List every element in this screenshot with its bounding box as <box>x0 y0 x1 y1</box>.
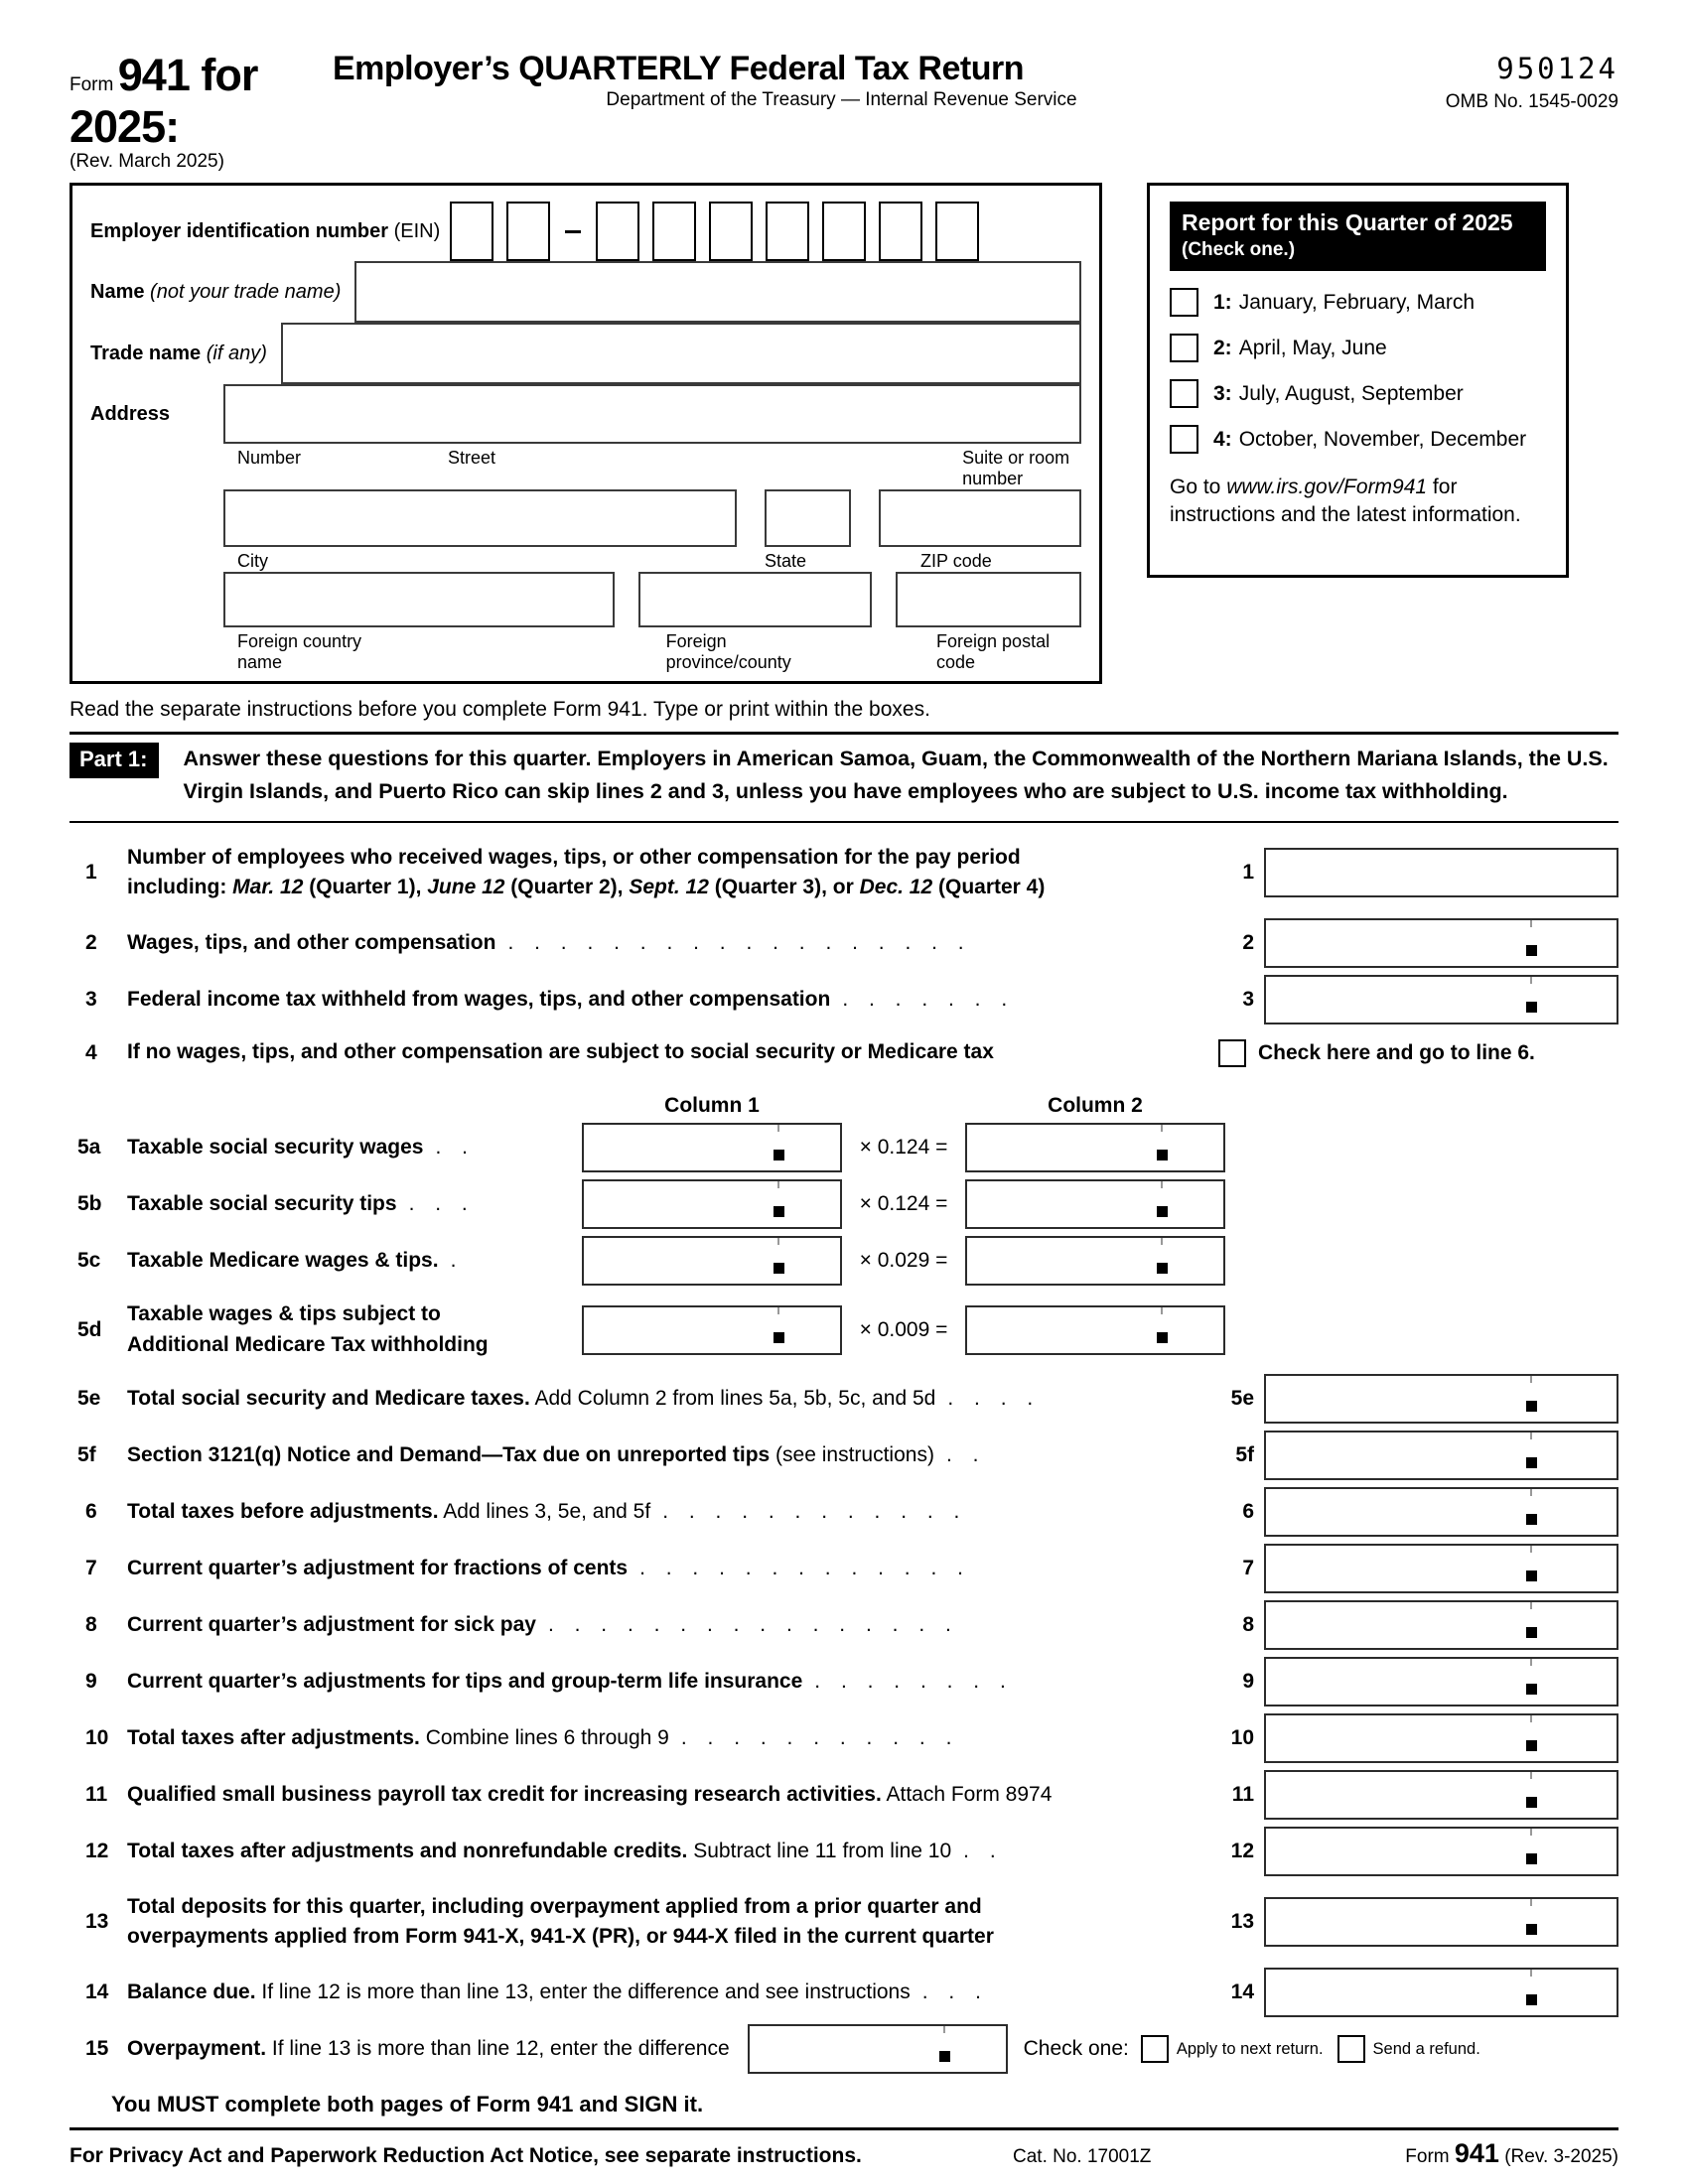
line-5e-box-number: 5e <box>1230 1387 1254 1411</box>
line-5c-multiplier: × 0.029 = <box>859 1249 948 1273</box>
ein-digit-box-6[interactable] <box>766 202 809 261</box>
line-5b-text <box>127 1189 582 1219</box>
name-label-bold: Name <box>90 280 145 303</box>
line-9-entry-box[interactable] <box>1264 1657 1618 1706</box>
department-line: Department of the Treasury — Internal Revenue Service <box>606 89 1077 110</box>
line-2-number: 2 <box>85 931 97 955</box>
footer-form-word: Form <box>1405 2145 1450 2167</box>
quarter-3-checkbox[interactable] <box>1170 379 1198 408</box>
dot-leader: . . . . . . . . . . . . <box>662 1499 960 1523</box>
line-12-text-segments: Total taxes after adjustments and nonrefundable credits. Subtract line 11 from line 10 <box>127 1839 952 1862</box>
line-8-box-number: 8 <box>1242 1613 1254 1637</box>
trade-label-bold: Trade name <box>90 341 202 364</box>
line-10-text-segments: Total taxes after adjustments. Combine lines 6 through 9 <box>127 1725 669 1749</box>
line-5f-number: 5f <box>77 1443 96 1467</box>
ein-digit-box-7[interactable] <box>822 202 866 261</box>
part1-heading: Answer these questions for this quarter. Employers in American Samoa, Guam, the Commonwealth of the Northern Mariana Islands, the U.S. Virgin Islands, and Puerto Rico can skip lines 2 and 3, unless you have employees who are subject to U.S. income tax withholding. <box>183 747 1609 804</box>
zip-caption: ZIP code <box>920 551 992 571</box>
line-12-box-number: 12 <box>1230 1840 1254 1863</box>
line-5d-column1-box[interactable] <box>582 1305 842 1355</box>
send-a-refund-checkbox[interactable] <box>1337 2035 1365 2063</box>
line-5b-column2-box[interactable] <box>965 1179 1225 1229</box>
ein-input-group <box>450 202 979 261</box>
line-10-number: 10 <box>85 1726 109 1750</box>
line-13-text-a: Total deposits for this quarter, including overpayment applied from a prior quarter and <box>127 1894 982 1918</box>
street-caption: Street <box>448 448 496 468</box>
name-row <box>90 261 1081 323</box>
form-number-title: 941 for 2025: <box>70 50 258 152</box>
line-1-entry-box[interactable] <box>1264 848 1618 897</box>
line-5d-text <box>127 1299 582 1360</box>
foreign-country-caption: Foreign country name <box>237 631 362 672</box>
line-6-entry-box[interactable] <box>1264 1487 1618 1537</box>
line-10-entry-box[interactable] <box>1264 1713 1618 1763</box>
quarter-option-3 <box>1170 379 1546 408</box>
line-5d-number: 5d <box>77 1317 102 1341</box>
line-8-number: 8 <box>85 1613 97 1637</box>
form-revision: (Rev. March 2025) <box>70 151 224 172</box>
line-5d-multiplier: × 0.009 = <box>859 1317 948 1341</box>
line-5b-text-segments: Taxable social security tips <box>127 1191 397 1215</box>
line-11-number: 11 <box>85 1783 108 1807</box>
line-11-text <box>127 1780 1218 1810</box>
read-instructions-note: Read the separate instructions before you complete Form 941. Type or print within the boxes. <box>70 698 930 721</box>
line-5a-text <box>127 1133 582 1162</box>
ein-digit-box-1[interactable] <box>450 202 493 261</box>
line-10-row <box>70 1710 1618 1767</box>
line-5a-column1-box[interactable] <box>582 1123 842 1172</box>
ein-digit-box-2[interactable] <box>506 202 550 261</box>
line-11-row <box>70 1767 1618 1824</box>
city-caption: City <box>237 551 268 571</box>
line-5b-multiplier: × 0.124 = <box>859 1192 948 1216</box>
line-5a-row <box>70 1120 1618 1176</box>
name-label <box>90 281 341 304</box>
must-complete-note: You MUST complete both pages of Form 941 and SIGN it. <box>111 2091 704 2116</box>
quarter-4-number: 4: <box>1213 427 1232 451</box>
line-5d-text-a: Taxable wages & tips subject to <box>127 1302 441 1326</box>
form-word: Form <box>70 74 114 95</box>
ein-row <box>90 202 1081 261</box>
page-title: Employer’s QUARTERLY Federal Tax Return <box>333 50 1024 87</box>
line-15-entry-box[interactable] <box>748 2024 1008 2074</box>
line-5f-text <box>127 1440 1218 1470</box>
line-15-text-segments: Overpayment. If line 13 is more than line 12, enter the difference <box>127 2037 730 2061</box>
foreign-country-input[interactable] <box>223 572 615 627</box>
foreign-province-caption: Foreign province/county <box>665 631 791 672</box>
address-label: Address <box>90 402 171 425</box>
dot-leader: . . . . . . . <box>842 987 1008 1011</box>
ein-digit-box-9[interactable] <box>935 202 979 261</box>
line-4-checkbox[interactable] <box>1218 1039 1246 1067</box>
part1-header <box>70 732 1618 823</box>
line-8-text <box>127 1610 1218 1640</box>
line-11-entry-box[interactable] <box>1264 1770 1618 1820</box>
form-id-block <box>70 50 333 173</box>
line-5a-text-segments: Taxable social security wages <box>127 1135 424 1159</box>
address-block <box>90 384 1081 489</box>
line-5f-text-segments: Section 3121(q) Notice and Demand—Tax due on unreported tips (see instructions) <box>127 1442 934 1466</box>
quarter-3-number: 3: <box>1213 381 1232 405</box>
quarter-2-label: April, May, June <box>1238 336 1387 359</box>
column-1-header: Column 1 <box>664 1093 760 1117</box>
quarter-1-label: January, February, March <box>1238 290 1475 314</box>
name-input[interactable] <box>354 261 1081 323</box>
quarter-4-checkbox[interactable] <box>1170 425 1198 454</box>
quarter-1-number: 1: <box>1213 290 1232 314</box>
dot-leader: . . . . . . . . . . . . . <box>639 1556 963 1579</box>
zip-input[interactable] <box>879 489 1081 547</box>
line-2-row <box>70 915 1618 972</box>
quarter-4-label: October, November, December <box>1238 427 1527 451</box>
foreign-postal-caption: Foreign postal code <box>936 631 1051 672</box>
quarter-2-number: 2: <box>1213 336 1232 359</box>
line-14-entry-box[interactable] <box>1264 1968 1618 2017</box>
ein-digit-box-4[interactable] <box>652 202 696 261</box>
line-7-row <box>70 1541 1618 1597</box>
privacy-act-note: For Privacy Act and Paperwork Reduction Act Notice, see separate instructions. <box>70 2143 862 2167</box>
line-7-number: 7 <box>85 1557 97 1580</box>
line-4-number: 4 <box>85 1040 97 1064</box>
dot-leader: . . . . . . . . <box>814 1669 1006 1693</box>
line-15-text <box>127 2037 730 2061</box>
line-14-box-number: 14 <box>1230 1980 1254 2004</box>
line-12-text <box>127 1837 1218 1866</box>
quarter-box-title: Report for this Quarter of 2025 <box>1182 209 1513 235</box>
dot-leader: . . . . . . . . . . . . . . . . <box>547 1612 951 1636</box>
line-2-text-segments: Wages, tips, and other compensation <box>127 930 496 954</box>
name-label-paren: (not your trade name) <box>150 280 342 303</box>
form-title-block <box>333 50 1350 111</box>
line-3-text <box>127 985 1218 1015</box>
line-8-row <box>70 1597 1618 1654</box>
quarter-2-checkbox[interactable] <box>1170 334 1198 362</box>
line-15-check-one-label: Check one: <box>1023 2037 1129 2061</box>
line-1-text <box>127 843 1218 903</box>
line-1-box-number: 1 <box>1242 861 1254 885</box>
line-3-text-segments: Federal income tax withheld from wages, tips, and other compensation <box>127 987 831 1011</box>
column-2-header: Column 2 <box>1048 1093 1143 1117</box>
quarter-box-subtitle: (Check one.) <box>1182 239 1296 260</box>
trade-name-input[interactable] <box>281 323 1081 384</box>
line-12-number: 12 <box>85 1840 109 1863</box>
top-section <box>70 183 1618 684</box>
dot-leader: . <box>450 1248 457 1272</box>
line-9-box-number: 9 <box>1242 1670 1254 1694</box>
send-a-refund-label: Send a refund. <box>1372 2039 1480 2058</box>
catalog-number: Cat. No. 17001Z <box>1013 2145 1152 2167</box>
line-1-text-a: Number of employees who received wages, tips, or other compensation for the pay period <box>127 845 1021 869</box>
line-9-text <box>127 1667 1218 1697</box>
line-8-entry-box[interactable] <box>1264 1600 1618 1650</box>
line-5a-number: 5a <box>77 1136 101 1160</box>
line-1-text-b: including: Mar. 12 (Quarter 1), June 12 (Quarter 2), Sept. 12 (Quarter 3), or Dec. 12 (Quarter 4) <box>127 876 1046 899</box>
suite-caption: Suite or room number <box>962 448 1070 488</box>
foreign-postal-input[interactable] <box>896 572 1081 627</box>
ein-label <box>90 220 440 243</box>
foreign-address-block <box>90 572 1081 673</box>
quarter-report-box <box>1147 183 1569 578</box>
ein-digit-box-3[interactable] <box>596 202 639 261</box>
line-5c-column1-box[interactable] <box>582 1236 842 1286</box>
line-6-text-segments: Total taxes before adjustments. Add lines 3, 5e, and 5f <box>127 1499 651 1523</box>
line-1-number: 1 <box>85 861 97 885</box>
line-11-text-segments: Qualified small business payroll tax credit for increasing research activities. Attach Form 8974 <box>127 1782 1053 1806</box>
line-6-text <box>127 1497 1218 1527</box>
dot-leader: . . . <box>408 1191 468 1215</box>
line-4-check-label: Check here and go to line 6. <box>1258 1040 1535 1064</box>
line-15-row <box>70 2021 1618 2078</box>
quarter-option-2 <box>1170 334 1546 362</box>
line-11-box-number: 11 <box>1231 1783 1254 1807</box>
line-5d-text-b: Additional Medicare Tax withholding <box>127 1332 489 1356</box>
line-5c-text <box>127 1246 582 1276</box>
ein-digit-box-5[interactable] <box>709 202 753 261</box>
line-10-text <box>127 1723 1218 1753</box>
ein-label-paren: (EIN) <box>393 219 441 242</box>
city-input[interactable] <box>223 489 737 547</box>
line-3-row <box>70 972 1618 1028</box>
line-5d-row <box>70 1290 1618 1371</box>
line-14-text <box>127 1978 1218 2007</box>
line-5e-row <box>70 1371 1618 1428</box>
quarter-box-header <box>1170 202 1546 271</box>
form-header <box>70 50 1618 173</box>
line-13-number: 13 <box>85 1910 109 1934</box>
line-7-box-number: 7 <box>1242 1557 1254 1580</box>
ein-digit-box-8[interactable] <box>879 202 922 261</box>
column-header-gap <box>842 1094 965 1118</box>
line-9-number: 9 <box>85 1670 97 1694</box>
footer-row <box>70 2138 1618 2169</box>
dot-leader: . . . . . . . . . . . . . . . . . . <box>507 930 964 954</box>
part1-label: Part 1: <box>70 743 159 778</box>
line-5f-box-number: 5f <box>1235 1443 1254 1467</box>
line-14-row <box>70 1965 1618 2021</box>
quarter-option-1 <box>1170 288 1546 317</box>
line-5e-entry-box[interactable] <box>1264 1374 1618 1424</box>
line-13-text <box>127 1892 1218 1953</box>
line-6-box-number: 6 <box>1242 1500 1254 1524</box>
trade-name-label <box>90 342 267 365</box>
column-header-spacer <box>70 1094 582 1118</box>
line-12-entry-box[interactable] <box>1264 1827 1618 1876</box>
footer-form-revision: (Rev. 3-2025) <box>1504 2145 1618 2167</box>
line-5b-column1-box[interactable] <box>582 1179 842 1229</box>
part1-lines <box>70 831 1618 2078</box>
apply-to-next-return-checkbox[interactable] <box>1141 2035 1169 2063</box>
line-13-text-b: overpayments applied from Form 941-X, 941-X (PR), or 944-X filed in the current quarter <box>127 1925 994 1949</box>
dot-leader: . . <box>945 1442 979 1466</box>
line-4-text <box>127 1037 1218 1067</box>
line-6-number: 6 <box>85 1500 97 1524</box>
line-5e-text <box>127 1384 1218 1414</box>
line-9-text-segments: Current quarter’s adjustments for tips and group-term life insurance <box>127 1669 803 1693</box>
line-5c-column2-box[interactable] <box>965 1236 1225 1286</box>
line-9-row <box>70 1654 1618 1710</box>
line-3-number: 3 <box>85 988 97 1012</box>
quarter-3-label: July, August, September <box>1238 381 1464 405</box>
foreign-province-input[interactable] <box>638 572 873 627</box>
apply-to-next-return-label: Apply to next return. <box>1176 2039 1324 2058</box>
ein-label-bold: Employer identification number <box>90 219 389 242</box>
state-caption: State <box>765 551 807 571</box>
line-5d-column2-box[interactable] <box>965 1305 1225 1355</box>
form-code-block <box>1350 50 1618 113</box>
line-13-entry-box[interactable] <box>1264 1897 1618 1947</box>
number-caption: Number <box>237 448 302 468</box>
footer-form-number: 941 <box>1454 2137 1499 2168</box>
column-headers-row <box>70 1094 1618 1118</box>
dot-leader: . . <box>963 1839 996 1862</box>
dot-leader: . . <box>435 1135 468 1159</box>
line-5f-row <box>70 1428 1618 1484</box>
line-2-entry-box[interactable] <box>1264 918 1618 968</box>
line-8-text-segments: Current quarter’s adjustment for sick pay <box>127 1612 536 1636</box>
ocr-code: 950124 <box>1496 52 1618 85</box>
line-7-text <box>127 1554 1218 1583</box>
dot-leader: . . . . <box>947 1386 1034 1410</box>
line-14-number: 14 <box>85 1980 109 2004</box>
trade-label-paren: (if any) <box>206 341 267 364</box>
city-state-zip-block <box>90 489 1081 572</box>
footer-form-id <box>1340 2138 1618 2169</box>
footer-rule <box>70 2127 1618 2130</box>
line-4-row <box>70 1028 1618 1078</box>
line-6-row <box>70 1484 1618 1541</box>
state-input[interactable] <box>765 489 851 547</box>
line-15-number: 15 <box>85 2037 109 2061</box>
line-13-box-number: 13 <box>1230 1910 1254 1934</box>
line-3-box-number: 3 <box>1242 988 1254 1012</box>
line-7-entry-box[interactable] <box>1264 1544 1618 1593</box>
dot-leader: . . . . . . . . . . . <box>680 1725 952 1749</box>
line-5b-number: 5b <box>77 1192 102 1216</box>
address-input[interactable] <box>223 384 1081 444</box>
line-10-box-number: 10 <box>1230 1726 1254 1750</box>
omb-number: OMB No. 1545-0029 <box>1445 91 1618 112</box>
line-5a-multiplier: × 0.124 = <box>859 1136 948 1160</box>
line-5c-row <box>70 1233 1618 1290</box>
line-2-box-number: 2 <box>1242 931 1254 955</box>
line-5b-row <box>70 1176 1618 1233</box>
line-4-check-cell <box>1218 1039 1618 1067</box>
line-5c-number: 5c <box>77 1249 101 1273</box>
line-7-text-segments: Current quarter’s adjustment for fractions of cents <box>127 1556 629 1579</box>
dot-leader: . . . <box>921 1979 981 2003</box>
line-5c-text-segments: Taxable Medicare wages & tips. <box>127 1248 439 1272</box>
trade-name-row <box>90 323 1081 384</box>
quarter-option-4 <box>1170 425 1546 454</box>
line-4-text-segments: If no wages, tips, and other compensation are subject to social security or Medicare tax <box>127 1040 994 1064</box>
line-5e-text-segments: Total social security and Medicare taxes. Add Column 2 from lines 5a, 5b, 5c, and 5d <box>127 1386 936 1410</box>
employer-info-box <box>70 183 1102 684</box>
line-5e-number: 5e <box>77 1387 101 1411</box>
quarter-1-checkbox[interactable] <box>1170 288 1198 317</box>
line-12-row <box>70 1824 1618 1880</box>
ein-dash <box>565 230 581 233</box>
line-5f-entry-box[interactable] <box>1264 1431 1618 1480</box>
line-3-entry-box[interactable] <box>1264 975 1618 1024</box>
line-13-row <box>70 1880 1618 1965</box>
line-1-row <box>70 831 1618 915</box>
line-14-text-segments: Balance due. If line 12 is more than line 13, enter the difference and see instructions <box>127 1979 911 2003</box>
line-5a-column2-box[interactable] <box>965 1123 1225 1172</box>
goto-instructions-text: Go to www.irs.gov/Form941 for instructions and the latest information. <box>1170 476 1521 527</box>
line-2-text <box>127 928 1218 958</box>
